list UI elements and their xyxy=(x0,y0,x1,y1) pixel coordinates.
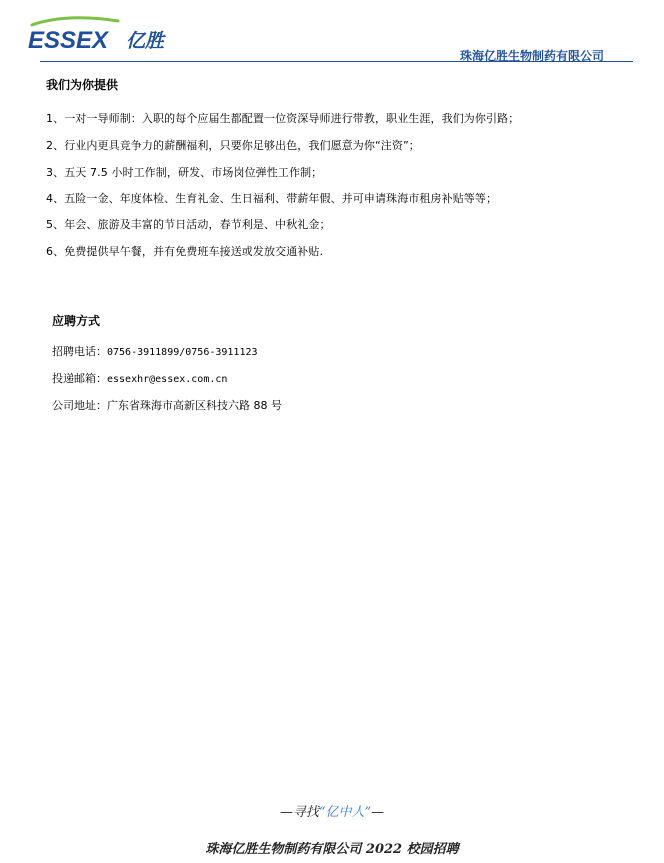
benefit-item: 3、五天 7.5 小时工作制，研发、市场岗位弹性工作制； xyxy=(46,166,323,179)
footer-company-line: 珠海亿胜生物制药有限公司 2022 校园招聘 xyxy=(205,842,459,857)
header-company-name: 珠海亿胜生物制药有限公司 xyxy=(459,49,604,63)
benefit-item: 2、行业内更具竞争力的薪酬福利，只要你足够出色，我们愿意为你“注资”； xyxy=(46,139,420,152)
contact-address xyxy=(52,397,282,413)
phone-label: 招聘电话： xyxy=(52,345,107,358)
slogan-highlight: “亿中人” xyxy=(318,805,372,820)
benefit-item: 6、免费提供早午餐，并有免费班车接送或发放交通补贴. xyxy=(46,245,324,258)
email-value: essexhr@essex.com.cn xyxy=(107,374,228,385)
slogan-prefix: —寻找 xyxy=(279,805,319,820)
benefits-title: 我们为你提供 xyxy=(46,78,119,92)
benefit-item: 1、一对一导师制：入职的每个应届生都配置一位资深导师进行带教，职业生涯，我们为你引路； xyxy=(46,112,520,125)
header-divider xyxy=(40,61,633,62)
contact-title: 应聘方式 xyxy=(52,314,101,328)
email-label: 投递邮箱： xyxy=(52,372,107,385)
contact-phone xyxy=(52,343,258,359)
address-value: 广东省珠海市高新区科技六路 88 号 xyxy=(107,399,282,412)
company-logo xyxy=(26,15,176,55)
phone-value: 0756-3911899/0756-3911123 xyxy=(107,347,258,358)
logo-brand-text: ESSEX xyxy=(28,27,109,54)
essex-logo-icon xyxy=(26,15,176,55)
footer-slogan xyxy=(0,801,664,820)
logo-cn-text: 亿胜 xyxy=(126,30,165,52)
benefit-item: 5、年会、旅游及丰富的节日活动，春节利是、中秋礼金； xyxy=(46,218,331,231)
address-label: 公司地址： xyxy=(52,399,107,412)
benefit-item: 4、五险一金、年度体检、生育礼金、生日福利、带薪年假、并可申请珠海市租房补贴等等； xyxy=(46,192,498,205)
slogan-suffix: — xyxy=(371,805,385,820)
contact-email xyxy=(52,370,227,386)
